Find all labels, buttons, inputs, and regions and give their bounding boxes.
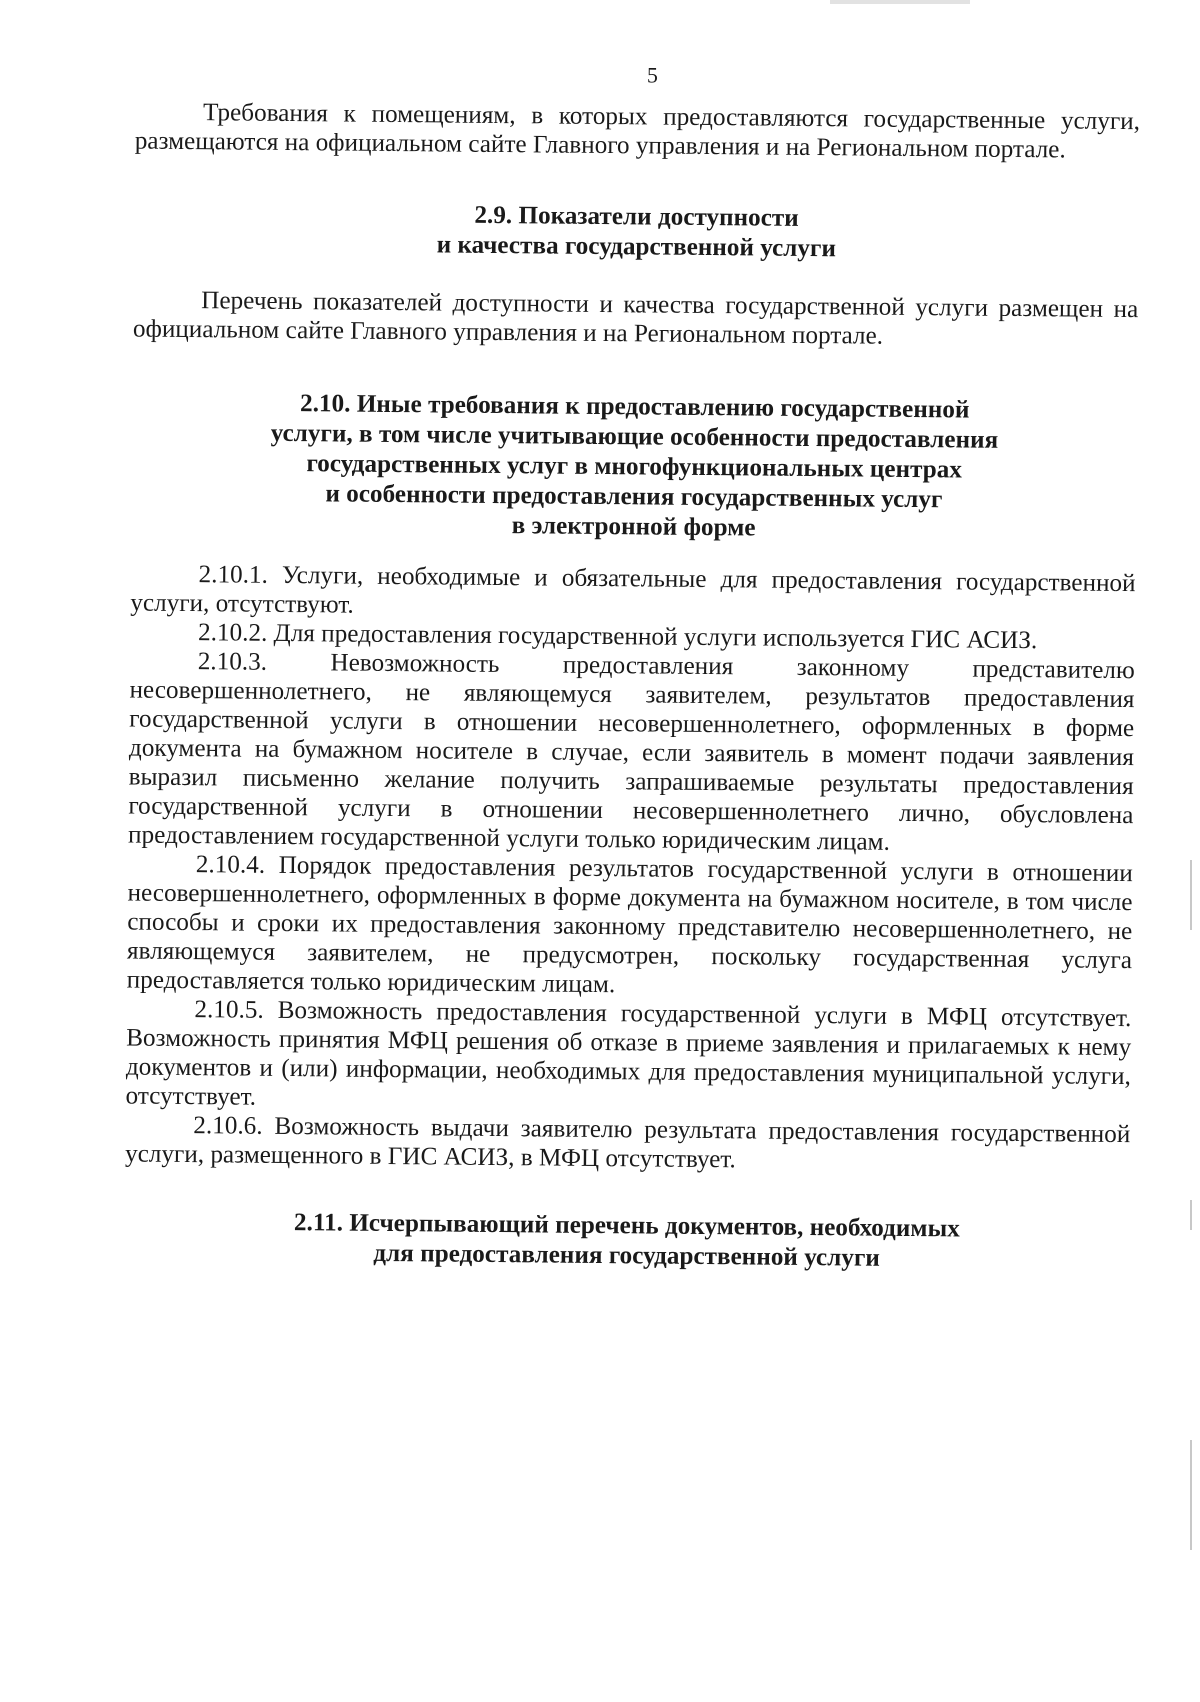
paragraph-2-10-6: 2.10.6. Возможность выдачи заявителю результата предоставления государственной услуги, размещенного в ГИС АСИЗ, в МФЦ отсутствует.: [124, 1112, 1131, 1174]
heading-line: и особенности предоставления государственных услуг: [325, 480, 943, 514]
heading-line: государственных услуг в многофункциональных центрах: [306, 450, 963, 484]
document-body: [124, 98, 1140, 1277]
heading-line: 2.10. Иные требования к предоставлению государственной: [299, 390, 970, 424]
heading-line: услуги, в том числе учитывающие особенности предоставления: [270, 419, 999, 454]
paragraph-2-10-2: 2.10.2. Для предоставления государственной услуги используется ГИС АСИЗ.: [197, 619, 1038, 655]
heading-line: и качества государственной услуги: [436, 231, 837, 263]
heading-line: в электронной форме: [511, 512, 756, 542]
paragraph-2-10-5: 2.10.5. Возможность предоставления государственной услуги в МФЦ отсутствует. Возможность принятия МФЦ решения об отказе в приеме заявления и прилагаемых к нему документов и (или) информации, необходимых для предоставления муниципальной услуги, отсутствует.: [125, 996, 1132, 1111]
paragraph-2-10-4: 2.10.4. Порядок предоставления результатов государственной услуги в отношении несовершеннолетнего, оформленных в форме документа на бумажном носителе, в том числе способы и сроки их предоставления законному представителю несовершеннолетнего, не являющемуся заявителем, не предусмотрен, поскольку государственная услуга предоставляется только юридическим лицам.: [126, 851, 1133, 999]
heading-line: 2.9. Показатели доступности: [474, 201, 799, 232]
heading-line: 2.11. Исчерпывающий перечень документов, необходимых: [293, 1209, 960, 1243]
paragraph-accessibility-indicators: Перечень показателей доступности и качества государственной услуги размещен на официальном сайте Главного управления и на Региональном портале.: [132, 287, 1139, 350]
paragraph-2-10-1: 2.10.1. Услуги, необходимые и обязательные для предоставления государственной услуги, отсутствуют.: [130, 561, 1136, 619]
heading-line: для предоставления государственной услуги: [373, 1239, 880, 1272]
section-heading-2-9: [134, 197, 1140, 267]
section-heading-2-10: [131, 387, 1137, 547]
page-number: 5: [646, 62, 659, 88]
section-heading-2-11: [124, 1206, 1130, 1276]
paragraph-2-10-3: 2.10.3. Невозможность предоставления законному представителю несовершеннолетнего, не являющемуся заявителем, результатов предоставления государственной услуги в отношении несовершеннолетнего, оформленных в форме документа на бумажном носителе в случае, если заявитель в момент подачи заявления выразил письменно желание получить запрашиваемые результаты предоставления государственной услуги в отношении несовершеннолетнего лично, обусловлена предоставлением государственной услуги только юридическим лицам.: [127, 648, 1135, 856]
paragraph-premises-requirements: Требования к помещениям, в которых предоставляются государственные услуги, размещаются на официальном сайте Главного управления и на Региональном портале.: [134, 99, 1141, 164]
